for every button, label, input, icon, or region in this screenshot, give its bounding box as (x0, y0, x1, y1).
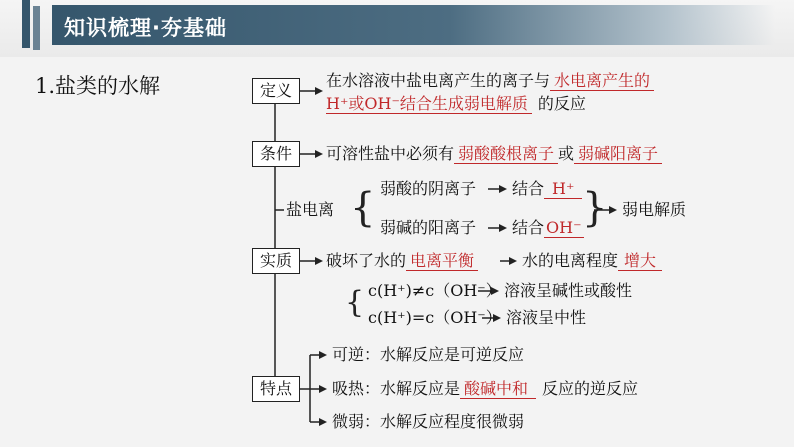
features-item1-text: 水解反应是可逆反应 (380, 345, 525, 364)
ionization-row1-combine: 结合 (512, 179, 545, 198)
features-item2-suffix: 反应的逆反应 (542, 379, 639, 398)
essence-cond1-result: 溶液呈碱性或酸性 (504, 281, 633, 300)
ionization-result: 弱电解质 (622, 200, 687, 219)
condition-answer-2: 弱碱阳离子 (574, 144, 662, 164)
essence-label-box (252, 248, 300, 274)
condition-prefix: 可溶性盐中必须有 (326, 144, 455, 163)
condition-mid: 或 (558, 144, 575, 163)
essence-mid: 水的电离程度 (522, 251, 619, 270)
ionization-row2 (512, 218, 584, 238)
condition-label-box (252, 141, 300, 167)
ionization-left-brace: { (350, 185, 376, 231)
features-item-1 (332, 345, 524, 365)
condition-answer-1: 弱酸酸根离子 (454, 144, 558, 164)
features-label-box (252, 376, 300, 402)
section-title: 1.盐类的水解 (35, 74, 161, 98)
definition-line2-suffix: 的反应 (537, 94, 586, 113)
definition-line1 (326, 71, 654, 91)
ionization-row2-text: 弱碱的阳离子 (380, 218, 477, 237)
features-item-2 (332, 379, 638, 399)
essence-answer-1: 电离平衡 (406, 251, 478, 271)
features-item1-key: 可逆： (332, 345, 381, 364)
essence-answer-2: 增大 (618, 251, 662, 271)
features-answer: 酸碱中和 (460, 379, 536, 399)
features-item2-prefix: 水解反应是 (380, 379, 461, 398)
features-label: 特点 (259, 379, 292, 398)
essence-prefix: 破坏了水的 (326, 251, 407, 270)
definition-answer-1: 水电离产生的 (550, 71, 654, 91)
features-item3-key: 微弱： (332, 412, 381, 431)
features-item3-text: 水解反应程度很微弱 (380, 412, 525, 431)
essence-line-2 (522, 251, 662, 271)
definition-line1-prefix: 在水溶液中盐电离产生的离子与 (326, 71, 551, 90)
ionization-label: 盐电离 (286, 200, 335, 219)
essence-line (326, 251, 478, 271)
essence-cond1-left: c(H⁺)≠c（OH⁻） (368, 281, 502, 300)
essence-cond2-left: c(H⁺)=c（OH⁻） (368, 308, 502, 327)
ionization-row1-text: 弱酸的阴离子 (380, 179, 477, 198)
ionization-row1 (512, 179, 582, 199)
definition-label-box (252, 78, 300, 104)
essence-cond2-result: 溶液呈中性 (506, 308, 587, 327)
essence-brace: { (345, 285, 365, 320)
ionization-row2-combine: 结合 (512, 218, 545, 237)
essence-label: 实质 (259, 251, 292, 270)
condition-line (326, 144, 662, 164)
features-item2-key: 吸热： (332, 379, 381, 398)
ionization-answer-1: H⁺ (544, 179, 582, 199)
definition-label: 定义 (259, 81, 292, 100)
definition-line2 (326, 94, 586, 114)
header-title: 知识梳理·夯基础 (64, 16, 227, 40)
ionization-answer-2: OH⁻ (546, 218, 582, 237)
definition-answer-2: H⁺或OH⁻结合生成弱电解质 (326, 94, 532, 114)
ionization-right-brace: } (582, 185, 608, 231)
condition-label: 条件 (259, 144, 292, 163)
features-item-3 (332, 412, 524, 432)
